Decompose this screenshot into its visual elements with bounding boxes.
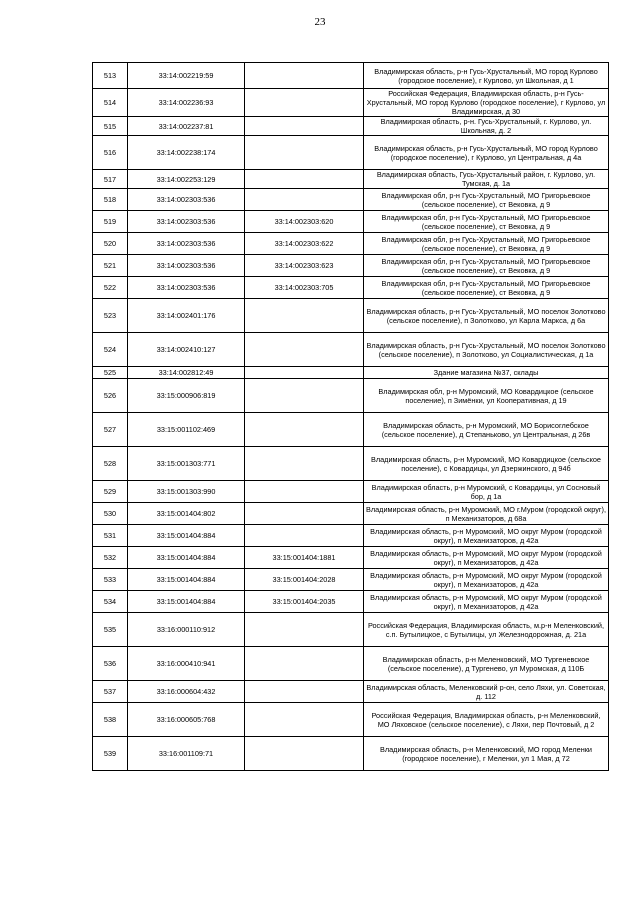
- cadastral-number-cell: 33:14:002401:176: [128, 299, 245, 333]
- address-cell: Здание магазина №37, склады: [364, 367, 609, 379]
- linked-cadastral-number-cell: [245, 379, 364, 413]
- row-number-cell: 513: [93, 63, 128, 89]
- row-number-cell: 516: [93, 136, 128, 170]
- linked-cadastral-number-cell: [245, 63, 364, 89]
- table-row: [93, 333, 609, 367]
- row-number-cell: 514: [93, 89, 128, 117]
- row-number-cell: 537: [93, 681, 128, 703]
- table-row: [93, 503, 609, 525]
- table-row: [93, 170, 609, 189]
- row-number-cell: 530: [93, 503, 128, 525]
- cadastral-number-cell: 33:14:002238:174: [128, 136, 245, 170]
- cadastral-number-cell: 33:16:001109:71: [128, 737, 245, 771]
- linked-cadastral-number-cell: [245, 503, 364, 525]
- row-number-cell: 515: [93, 117, 128, 136]
- table-row: [93, 447, 609, 481]
- row-number-cell: 524: [93, 333, 128, 367]
- row-number-cell: 523: [93, 299, 128, 333]
- table-row: [93, 255, 609, 277]
- cadastral-number-cell: 33:14:002303:536: [128, 255, 245, 277]
- address-cell: Владимирская область, р-н Муромский, МО Ковардицкое (сельское поселение), с Ковардицы, ул Дзержинского, д 94б: [364, 447, 609, 481]
- linked-cadastral-number-cell: [245, 367, 364, 379]
- table-row: [93, 63, 609, 89]
- table-row: [93, 591, 609, 613]
- table-row: [93, 681, 609, 703]
- address-cell: Владимирская область, р-н Муромский, МО г.Муром (городской округ), п Механизаторов, д 68а: [364, 503, 609, 525]
- row-number-cell: 539: [93, 737, 128, 771]
- address-cell: Владимирская область, р-н Гусь-Хрустальный, МО город Курлово (городское поселение), г Курлово, ул Школьная, д 1: [364, 63, 609, 89]
- table-body: [93, 63, 609, 771]
- cadastral-number-cell: 33:16:000410:941: [128, 647, 245, 681]
- linked-cadastral-number-cell: 33:14:002303:622: [245, 233, 364, 255]
- address-cell: Владимирская область, р-н Муромский, МО округ Муром (городской округ), п Механизаторов, д 42а: [364, 569, 609, 591]
- cadastral-number-cell: 33:15:001303:990: [128, 481, 245, 503]
- row-number-cell: 526: [93, 379, 128, 413]
- cadastral-number-cell: 33:15:001404:884: [128, 525, 245, 547]
- row-number-cell: 528: [93, 447, 128, 481]
- cadastral-number-cell: 33:14:002237:81: [128, 117, 245, 136]
- linked-cadastral-number-cell: [245, 681, 364, 703]
- table-row: [93, 89, 609, 117]
- table-row: [93, 413, 609, 447]
- linked-cadastral-number-cell: [245, 613, 364, 647]
- row-number-cell: 534: [93, 591, 128, 613]
- linked-cadastral-number-cell: [245, 299, 364, 333]
- cadastral-number-cell: 33:15:001102:469: [128, 413, 245, 447]
- address-cell: Российская Федерация, Владимирская область, р-н Меленковский, МО Ляховское (сельское поселение), с Ляхи, пер Почтовый, д 2: [364, 703, 609, 737]
- row-number-cell: 525: [93, 367, 128, 379]
- address-cell: Владимирская область, р-н Гусь-Хрустальный, МО поселок Золотково (сельское поселение), п Золотково, ул Социалистическая, д 1а: [364, 333, 609, 367]
- table-row: [93, 211, 609, 233]
- address-cell: Владимирская область, Гусь-Хрустальный район, г. Курлово, ул. Тумская, д. 1а: [364, 170, 609, 189]
- address-cell: Владимирская область, р-н Муромский, МО округ Муром (городской округ), п Механизаторов, д 42а: [364, 547, 609, 569]
- table-row: [93, 299, 609, 333]
- table-row: [93, 613, 609, 647]
- cadastral-number-cell: 33:15:001404:884: [128, 569, 245, 591]
- property-registry-table: [92, 62, 609, 771]
- linked-cadastral-number-cell: [245, 525, 364, 547]
- linked-cadastral-number-cell: [245, 647, 364, 681]
- row-number-cell: 538: [93, 703, 128, 737]
- cadastral-number-cell: 33:14:002236:93: [128, 89, 245, 117]
- table-row: [93, 481, 609, 503]
- linked-cadastral-number-cell: 33:15:001404:2028: [245, 569, 364, 591]
- cadastral-number-cell: 33:15:001404:884: [128, 591, 245, 613]
- cadastral-number-cell: 33:14:002219:59: [128, 63, 245, 89]
- address-cell: Владимирская область, р-н Муромский, МО Борисоглебское (сельское поселение), д Степаньково, ул Центральная, д 26в: [364, 413, 609, 447]
- table-row: [93, 569, 609, 591]
- cadastral-number-cell: 33:16:000604:432: [128, 681, 245, 703]
- linked-cadastral-number-cell: 33:14:002303:620: [245, 211, 364, 233]
- linked-cadastral-number-cell: [245, 703, 364, 737]
- cadastral-number-cell: 33:16:000110:912: [128, 613, 245, 647]
- linked-cadastral-number-cell: [245, 117, 364, 136]
- address-cell: Владимирская обл, р-н Гусь-Хрустальный, МО Григорьевское (сельское поселение), ст Вековка, д 9: [364, 189, 609, 211]
- table-row: [93, 379, 609, 413]
- row-number-cell: 532: [93, 547, 128, 569]
- table-row: [93, 525, 609, 547]
- row-number-cell: 529: [93, 481, 128, 503]
- address-cell: Владимирская область, Меленковский р-он, село Ляхи, ул. Советская, д. 112: [364, 681, 609, 703]
- cadastral-number-cell: 33:15:000906:819: [128, 379, 245, 413]
- address-cell: Владимирская обл, р-н Гусь-Хрустальный, МО Григорьевское (сельское поселение), ст Вековка, д 9: [364, 277, 609, 299]
- cadastral-number-cell: 33:14:002303:536: [128, 233, 245, 255]
- linked-cadastral-number-cell: [245, 89, 364, 117]
- cadastral-number-cell: 33:15:001404:884: [128, 547, 245, 569]
- row-number-cell: 519: [93, 211, 128, 233]
- linked-cadastral-number-cell: [245, 189, 364, 211]
- address-cell: Владимирская обл, р-н Муромский, МО Ковардицкое (сельское поселение), п Зимёнки, ул Кооперативная, д 19: [364, 379, 609, 413]
- linked-cadastral-number-cell: [245, 481, 364, 503]
- linked-cadastral-number-cell: 33:14:002303:705: [245, 277, 364, 299]
- row-number-cell: 536: [93, 647, 128, 681]
- address-cell: Владимирская область, р-н. Гусь-Хрустальный, г. Курлово, ул. Школьная, д. 2: [364, 117, 609, 136]
- linked-cadastral-number-cell: [245, 333, 364, 367]
- cadastral-number-cell: 33:15:001303:771: [128, 447, 245, 481]
- row-number-cell: 518: [93, 189, 128, 211]
- address-cell: Владимирская область, р-н Гусь-Хрустальный, МО город Курлово (городское поселение), г Курлово, ул Центральная, д 4а: [364, 136, 609, 170]
- table-row: [93, 547, 609, 569]
- cadastral-number-cell: 33:14:002303:536: [128, 189, 245, 211]
- cadastral-number-cell: 33:14:002303:536: [128, 277, 245, 299]
- address-cell: Владимирская область, р-н Муромский, МО округ Муром (городской округ), п Механизаторов, д 42а: [364, 591, 609, 613]
- table-row: [93, 233, 609, 255]
- address-cell: Владимирская обл, р-н Гусь-Хрустальный, МО Григорьевское (сельское поселение), ст Вековка, д 9: [364, 233, 609, 255]
- row-number-cell: 527: [93, 413, 128, 447]
- row-number-cell: 521: [93, 255, 128, 277]
- cadastral-number-cell: 33:14:002303:536: [128, 211, 245, 233]
- table-row: [93, 136, 609, 170]
- linked-cadastral-number-cell: 33:15:001404:1881: [245, 547, 364, 569]
- address-cell: Владимирская обл, р-н Гусь-Хрустальный, МО Григорьевское (сельское поселение), ст Вековка, д 9: [364, 255, 609, 277]
- table-row: [93, 277, 609, 299]
- row-number-cell: 531: [93, 525, 128, 547]
- linked-cadastral-number-cell: [245, 447, 364, 481]
- row-number-cell: 517: [93, 170, 128, 189]
- table-row: [93, 189, 609, 211]
- address-cell: Российская Федерация, Владимирская область, м.р-н Меленковский, с.п. Бутылицкое, с Бутылицы, ул Железнодорожная, д. 21а: [364, 613, 609, 647]
- address-cell: Владимирская область, р-н Муромский, МО округ Муром (городской округ), п Механизаторов, д 42а: [364, 525, 609, 547]
- table-row: [93, 367, 609, 379]
- address-cell: Владимирская область, р-н Меленковский, МО Тургеневское (сельское поселение), д Тургенево, ул Муромская, д 110Б: [364, 647, 609, 681]
- linked-cadastral-number-cell: [245, 737, 364, 771]
- row-number-cell: 535: [93, 613, 128, 647]
- table-row: [93, 117, 609, 136]
- linked-cadastral-number-cell: [245, 136, 364, 170]
- linked-cadastral-number-cell: 33:14:002303:623: [245, 255, 364, 277]
- address-cell: Владимирская область, р-н Муромский, с Ковардицы, ул Сосновый бор, д 1а: [364, 481, 609, 503]
- cadastral-number-cell: 33:14:002253:129: [128, 170, 245, 189]
- table-row: [93, 647, 609, 681]
- cadastral-number-cell: 33:15:001404:802: [128, 503, 245, 525]
- row-number-cell: 533: [93, 569, 128, 591]
- address-cell: Владимирская обл, р-н Гусь-Хрустальный, МО Григорьевское (сельское поселение), ст Вековка, д 9: [364, 211, 609, 233]
- table-row: [93, 737, 609, 771]
- linked-cadastral-number-cell: 33:15:001404:2035: [245, 591, 364, 613]
- linked-cadastral-number-cell: [245, 170, 364, 189]
- cadastral-number-cell: 33:16:000605:768: [128, 703, 245, 737]
- address-cell: Владимирская область, р-н Меленковский, МО город Меленки (городское поселение), г Меленки, ул 1 Мая, д 72: [364, 737, 609, 771]
- table-row: [93, 703, 609, 737]
- cadastral-number-cell: 33:14:002410:127: [128, 333, 245, 367]
- page-number: 23: [314, 16, 326, 28]
- address-cell: Российская Федерация, Владимирская область, р-н Гусь-Хрустальный, МО город Курлово (городское поселение), г Курлово, ул Владимирская, д 30: [364, 89, 609, 117]
- row-number-cell: 522: [93, 277, 128, 299]
- address-cell: Владимирская область, р-н Гусь-Хрустальный, МО поселок Золотково (сельское поселение), п Золотково, ул Карла Маркса, д 6а: [364, 299, 609, 333]
- linked-cadastral-number-cell: [245, 413, 364, 447]
- row-number-cell: 520: [93, 233, 128, 255]
- cadastral-number-cell: 33:14:002812:49: [128, 367, 245, 379]
